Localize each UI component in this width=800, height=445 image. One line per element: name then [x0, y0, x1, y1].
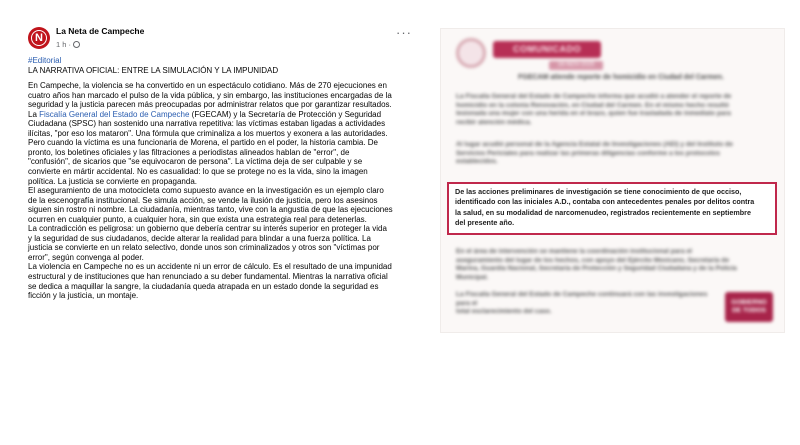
post-line: y la seguridad de sus ciudadanos, decide alterar la realidad para blindar a una fuerza política. La	[28, 233, 371, 243]
communique-line: total esclarecimiento del caso.	[456, 308, 552, 316]
communique-line: Servicios Periciales para realizar las primeras diligencias conforme a los protocolos	[456, 149, 720, 157]
avatar-letter: N	[35, 32, 43, 44]
page-name-link[interactable]: La Neta de Campeche	[56, 26, 145, 36]
communique-line: establecidos.	[456, 158, 498, 166]
post-line: Ciudadana (SPSC) han sostenido una narrativa repetitiva: las víctimas estaban ligadas a actividades	[28, 119, 386, 129]
communique-line: Al lugar acudió personal de la Agencia Estatal de Investigaciones (AEI) y del Instituto de	[456, 141, 733, 148]
state-crest-icon	[456, 38, 486, 68]
highlight-line: identificado con las iniciales A.D., contaba con antecedentes penales por delitos contra	[455, 197, 755, 207]
post-line: error", según convenga al poder.	[28, 252, 144, 262]
post-time[interactable]: 1 h ·	[56, 40, 72, 49]
communique-line: En el área de intervención se mantiene la coordinación institucional para el	[456, 248, 692, 255]
link-line-after: (FGECAM) y la Secretaría de Protección y Seguridad	[189, 109, 382, 119]
communique-line: Marina, Guardia Nacional, Secretaría de Protección y Seguridad Ciudadana y de la Policía	[456, 265, 737, 273]
badge-line-2: DE TODOS	[732, 307, 766, 314]
post-line: pronto, los boletines oficiales y las filtraciones a periodistas alineados hablan de "error", de	[28, 147, 350, 157]
communique-banner: COMUNICADO	[493, 41, 601, 58]
communique-paragraph-4	[456, 291, 721, 317]
globe-icon	[73, 41, 80, 48]
post-line-with-link	[28, 110, 412, 120]
post-line: ocurren en cualquier punto, a cualquier hora, sin que exista una estrategia real para detenerlas.	[28, 214, 367, 224]
communique-line: homicidio en la colonia Renovación, en Ciudad del Carmen. En el mismo hecho resultó	[456, 101, 729, 109]
more-horizontal-icon[interactable]: ···	[396, 25, 412, 40]
communique-line: La Fiscalía General del Estado de Campeche continuará con las investigaciones para el	[456, 291, 708, 307]
post-line: de la escenografía institucional. Se simula acción, se vende la ilusión de justicia, pero los asesinos	[28, 195, 378, 205]
post-line: Pero cuando la víctima es una funcionaria de Morena, el partido en el poder, la historia cambia. De	[28, 138, 378, 148]
post-line: "confusión", de sicarios que "se equivocaron de persona". La víctima deja de ser culpable y se	[28, 157, 363, 167]
link-line-before: La	[28, 109, 40, 119]
page-avatar[interactable]	[28, 27, 50, 49]
post-line: cuatro años han marcado el pulso de la vida pública, y sin embargo, las instituciones encargadas de la	[28, 90, 392, 100]
communique-line: La Fiscalía General del Estado de Campeche informa que acudió a atender el reporte de	[456, 93, 732, 100]
highlight-line: del presente año.	[455, 217, 515, 227]
communique-line: aseguramiento del lugar de los hechos, con apoyo del Ejército Mexicano, Secretaría de	[456, 256, 729, 264]
post-line: En Campeche, la violencia se ha convertido en un espectáculo cotidiano. Más de 270 ejecuciones en	[28, 81, 387, 91]
post-headline: LA NARRATIVA OFICIAL: ENTRE LA SIMULACIÓN Y LA IMPUNIDAD	[28, 65, 279, 75]
post-line: El aseguramiento de una motocicleta como supuesto avance en la investigación es un ejemplo claro	[28, 186, 384, 196]
post-line: La contradicción es peligrosa: un gobierno que debería centrar su interés superior en proteger la vida	[28, 224, 387, 234]
communique-paragraph-1	[456, 93, 768, 127]
communique-subtitle: FGECAM atiende reporte de homicidio en Ciudad del Carmen.	[518, 74, 724, 81]
communique-line: lesionada una mujer con una herida en el brazo, quien fue trasladada de inmediato para	[456, 110, 731, 118]
badge-line-1: GOBIERNO	[731, 299, 767, 306]
post-line: convierte en mártir accidental. No es casualidad: lo que se protege no es la vida, sino la imagen	[28, 166, 368, 176]
communique-image[interactable]	[440, 28, 785, 333]
communique-date: 16-NOV-2025	[549, 61, 603, 70]
post-line: ficción y la justicia, un montaje.	[28, 291, 139, 301]
highlight-line: De las acciones preliminares de investigación se tiene conocimiento de que occiso,	[455, 187, 742, 196]
post-line: justicia se convierte en un relato selectivo, donde unos son criminalizados y otros son "víctimas por	[28, 243, 380, 253]
highlight-line: la salud, en su modalidad de narcomenudeo, registrados recientemente en septiembre	[455, 207, 751, 217]
gobierno-badge	[725, 292, 773, 322]
hashtag-editorial[interactable]: #Editorial	[28, 56, 62, 65]
post-line: ilícitas, "por eso los mataron". Una fórmula que criminaliza a los muertos y exonera a las autoridades.	[28, 128, 388, 138]
post-meta	[56, 26, 144, 50]
communique-paragraph-2	[456, 141, 768, 167]
post-text	[28, 66, 412, 301]
post-line: estructural y de instituciones que han renunciado a su deber fundamental. Mientras la narrativa oficial	[28, 271, 388, 281]
post-line: siguen sin rostro ni nombre. La ciudadanía, mientras tanto, vive con la angustia de que las ejecuciones	[28, 205, 393, 215]
post-header	[28, 26, 412, 56]
fgecam-link[interactable]: Fiscalía General del Estado de Campeche	[39, 109, 190, 119]
post-line: política. La justicia se convierte en propaganda.	[28, 176, 197, 186]
post-line: La violencia en Campeche no es un accidente ni un error de cálculo. Es el resultado de una impunidad	[28, 262, 392, 272]
communique-line: Municipal.	[456, 273, 489, 281]
communique-line: recibir atención médica.	[456, 118, 532, 126]
post-line: seguridad y la justicia parecen más preocupadas por administrar relatos que por garantizar resultados.	[28, 100, 392, 110]
post-line: se dedica a maquillar la sangre, la ciudadanía queda atrapada en un estado donde la seguridad es	[28, 281, 379, 291]
communique-paragraph-3	[456, 248, 768, 282]
highlighted-paragraph	[447, 182, 777, 235]
